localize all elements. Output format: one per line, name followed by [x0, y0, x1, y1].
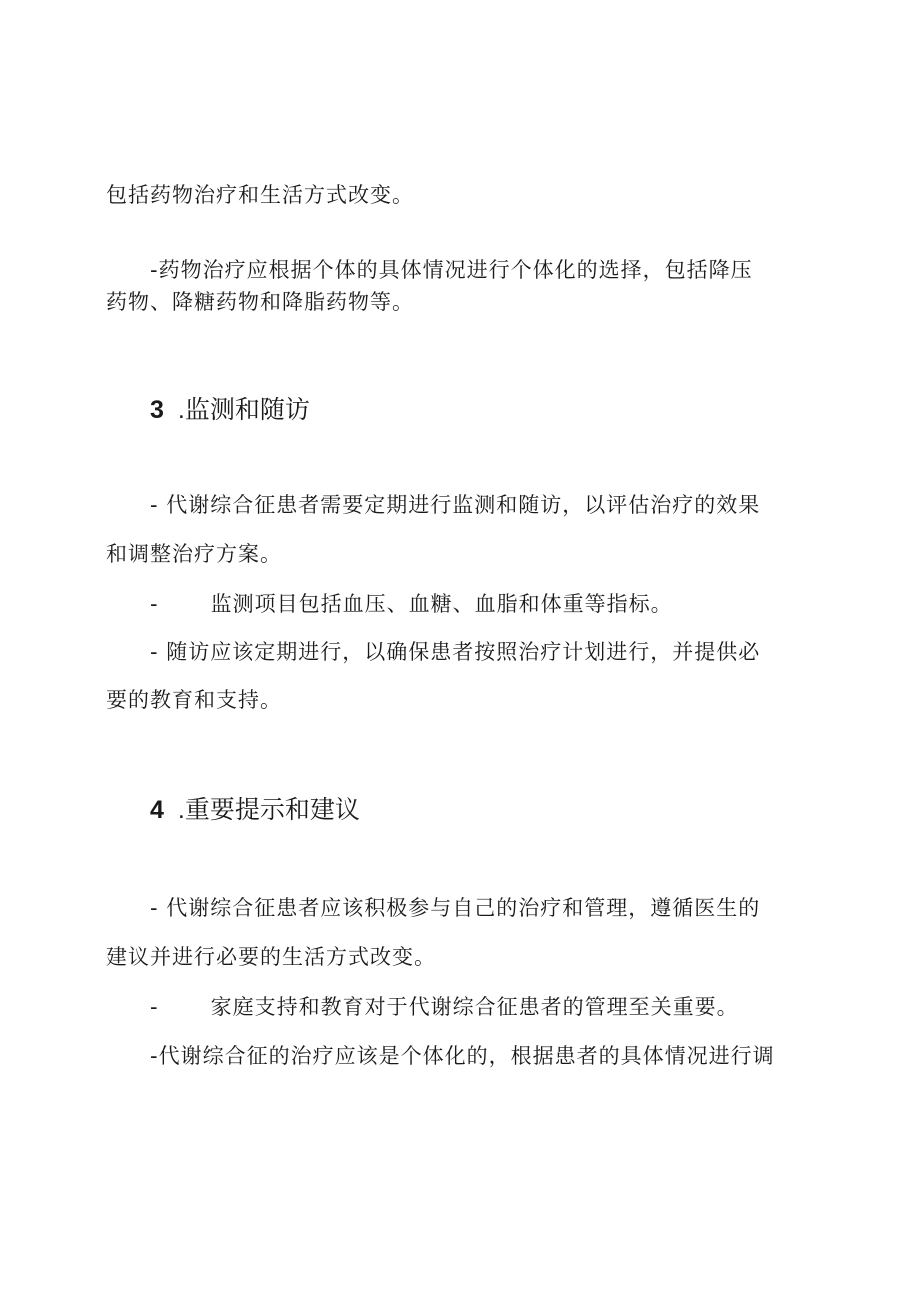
bullet-line: - 代谢综合征患者需要定期进行监测和随访，以评估治疗的效果 [150, 493, 761, 517]
bullet-dash: - [150, 995, 159, 1019]
bullet-text: 监测项目包括血压、血糖、血脂和体重等指标。 [210, 592, 673, 616]
section-number: 4 [150, 796, 164, 824]
section-title: .监测和随访 [177, 396, 310, 424]
bullet-line: 和调整治疗方案。 [106, 542, 282, 566]
bullet-line [150, 590, 673, 618]
paragraph-line: 药物、降糖药物和降脂药物等。 [106, 290, 414, 314]
bullet-line [150, 993, 739, 1021]
bullet-text: 家庭支持和教育对于代谢综合征患者的管理至关重要。 [210, 995, 739, 1019]
bullet-line: - 随访应该定期进行，以确保患者按照治疗计划进行，并提供必 [150, 640, 761, 664]
bullet-dash: - [150, 592, 159, 616]
section-heading-4 [150, 793, 360, 827]
paragraph-line: -药物治疗应根据个体的具体情况进行个体化的选择，包括降压 [150, 258, 753, 282]
paragraph-line: 包括药物治疗和生活方式改变。 [106, 183, 414, 207]
bullet-line: - 代谢综合征患者应该积极参与自己的治疗和管理，遵循医生的 [150, 896, 761, 920]
section-heading-3 [150, 393, 310, 427]
section-title: .重要提示和建议 [177, 796, 360, 824]
section-number: 3 [150, 396, 164, 424]
bullet-line: -代谢综合征的治疗应该是个体化的，根据患者的具体情况进行调 [150, 1044, 775, 1068]
bullet-line: 要的教育和支持。 [106, 688, 282, 712]
bullet-line: 建议并进行必要的生活方式改变。 [106, 945, 436, 969]
